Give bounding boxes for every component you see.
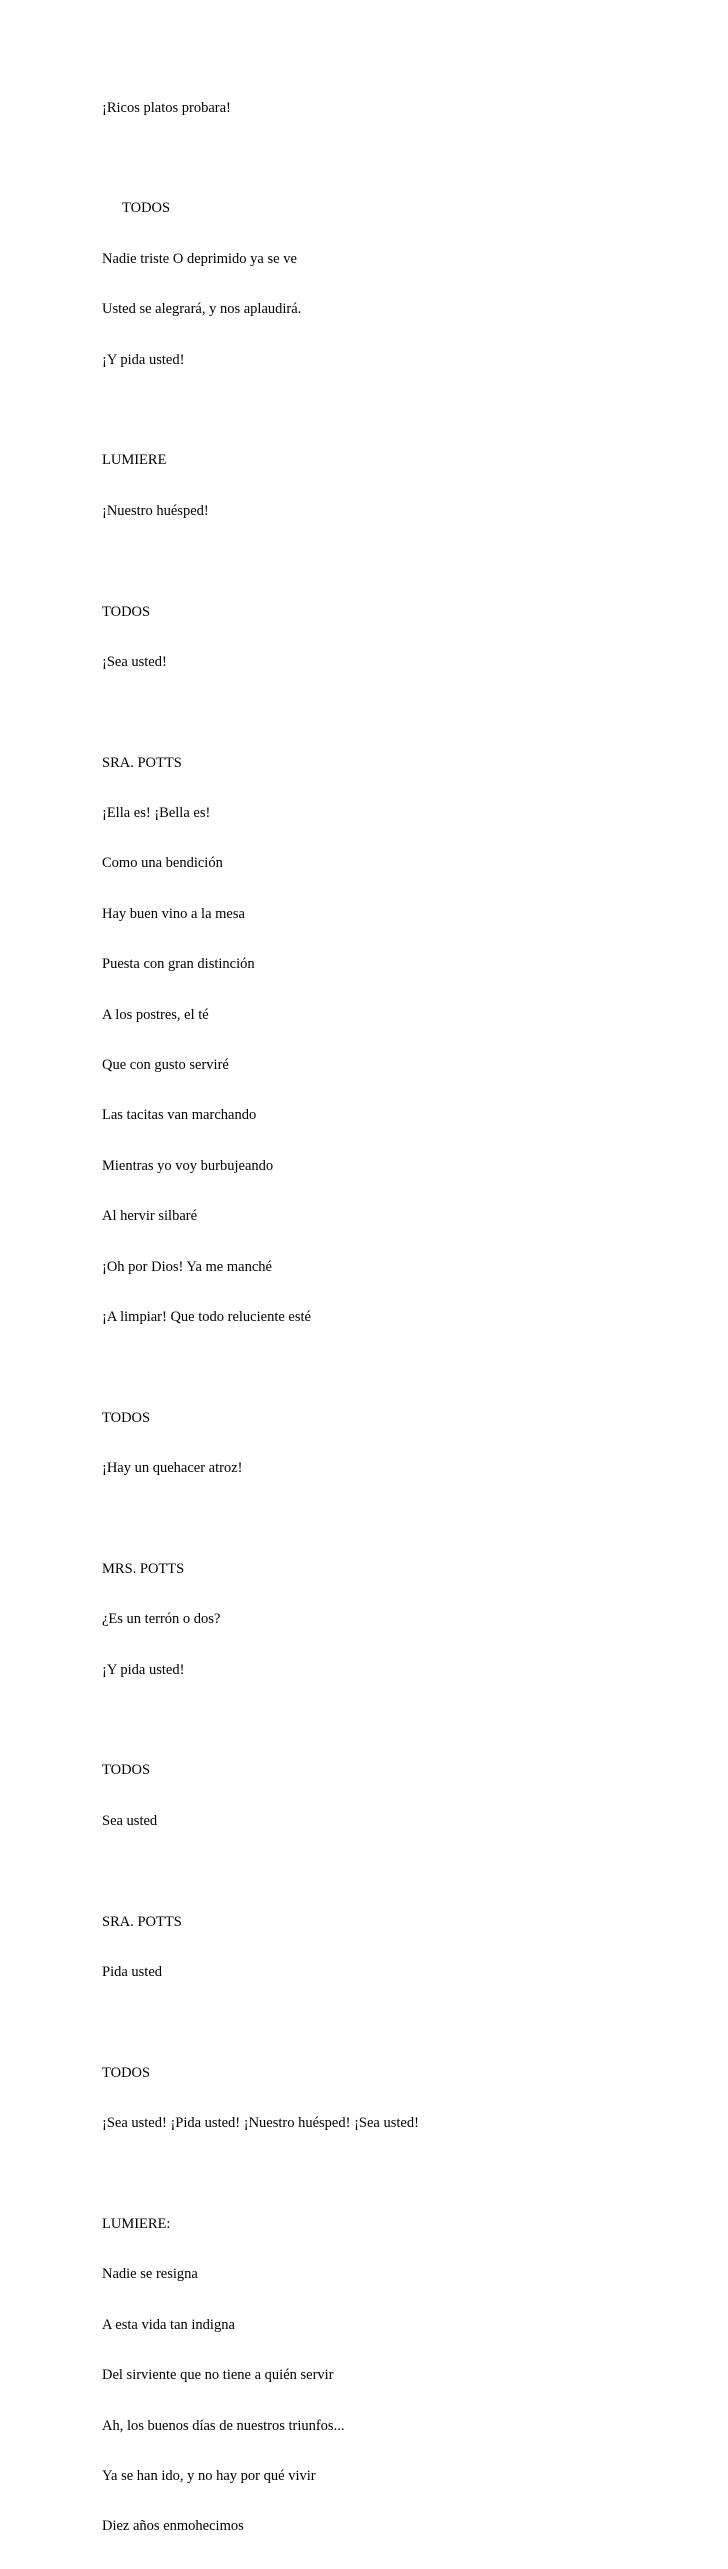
lyrics-text xyxy=(102,66,419,2569)
stanza-gap xyxy=(102,1359,419,1376)
speaker-label: TODOS xyxy=(122,200,171,217)
speaker-label: MRS. POTTS xyxy=(102,1560,185,1577)
lyric-line: Ah, los buenos días de nuestros triunfos... xyxy=(102,2417,345,2434)
lyric-line: ¡Hay un quehacer atroz! xyxy=(102,1460,243,1477)
speaker-label: LUMIERE: xyxy=(102,2216,171,2232)
lyric-line: Puesta con gran distinción xyxy=(102,956,255,973)
stanza-gap xyxy=(102,1863,419,1880)
lyric-line: ¡Y pida usted! xyxy=(102,351,185,368)
speaker-label: TODOS xyxy=(102,2064,151,2081)
lyric-line: Sea usted xyxy=(102,1812,158,1829)
lyric-line: Que con gusto serviré xyxy=(102,1057,229,1074)
lyric-line: ¡Nuestro huésped! xyxy=(102,502,209,519)
stanza-gap xyxy=(102,2014,419,2031)
lyric-line: Ya se han ido, y no hay por qué vivir xyxy=(102,2467,316,2484)
lyric-line: Pida usted xyxy=(102,1964,163,1981)
stanza-gap xyxy=(102,1511,419,1528)
lyric-line: Hay buen vino a la mesa xyxy=(102,905,245,922)
lyric-line: A esta vida tan indigna xyxy=(102,2316,235,2333)
lyric-line: A los postres, el té xyxy=(102,1006,209,1023)
stanza-gap xyxy=(102,402,419,419)
speaker-label: SRA. POTTS xyxy=(102,1913,182,1930)
lyric-line: Las tacitas van marchando xyxy=(102,1107,257,1124)
lyric-line: ¡Ricos platos probara! xyxy=(102,99,231,116)
lyric-line: Al hervir silbaré xyxy=(102,1208,198,1225)
lyric-line: Nadie triste O deprimido ya se ve xyxy=(102,250,297,267)
lyric-line: ¡Ella es! ¡Bella es! xyxy=(102,805,211,822)
speaker-label: LUMIERE xyxy=(102,452,167,469)
lyric-line: ¡Oh por Dios! Ya me manché xyxy=(102,1258,272,1275)
lyric-line: Diez años enmohecimos xyxy=(102,2518,244,2535)
lyric-line: ¡Y pida usted! xyxy=(102,1661,185,1678)
lyric-line: ¡A limpiar! Que todo reluciente esté xyxy=(102,1308,311,1325)
lyric-line: Del sirviente que no tiene a quién servir xyxy=(102,2367,334,2384)
stanza-gap xyxy=(102,1712,419,1729)
speaker-label: TODOS xyxy=(102,1409,151,1426)
lyric-line: ¡Sea usted! ¡Pida usted! ¡Nuestro huésped! ¡Sea usted! xyxy=(102,2115,419,2132)
speaker-label: TODOS xyxy=(102,603,151,620)
lyric-line: Mientras yo voy burbujeando xyxy=(102,1157,274,1174)
lyric-line: Nadie se resigna xyxy=(102,2266,198,2283)
stanza-gap xyxy=(102,704,419,721)
lyric-line: Como una bendición xyxy=(102,855,223,872)
stanza-gap xyxy=(102,553,419,570)
stanza-gap xyxy=(102,2166,419,2183)
stanza-gap xyxy=(102,150,419,167)
lyric-line: ¿Es un terrón o dos? xyxy=(102,1611,221,1628)
speaker-label: SRA. POTTS xyxy=(102,754,182,771)
lyric-line: ¡Sea usted! xyxy=(102,653,167,670)
lyric-line: Usted se alegrará, y nos aplaudirá. xyxy=(102,301,302,318)
speaker-label: TODOS xyxy=(102,1762,151,1779)
